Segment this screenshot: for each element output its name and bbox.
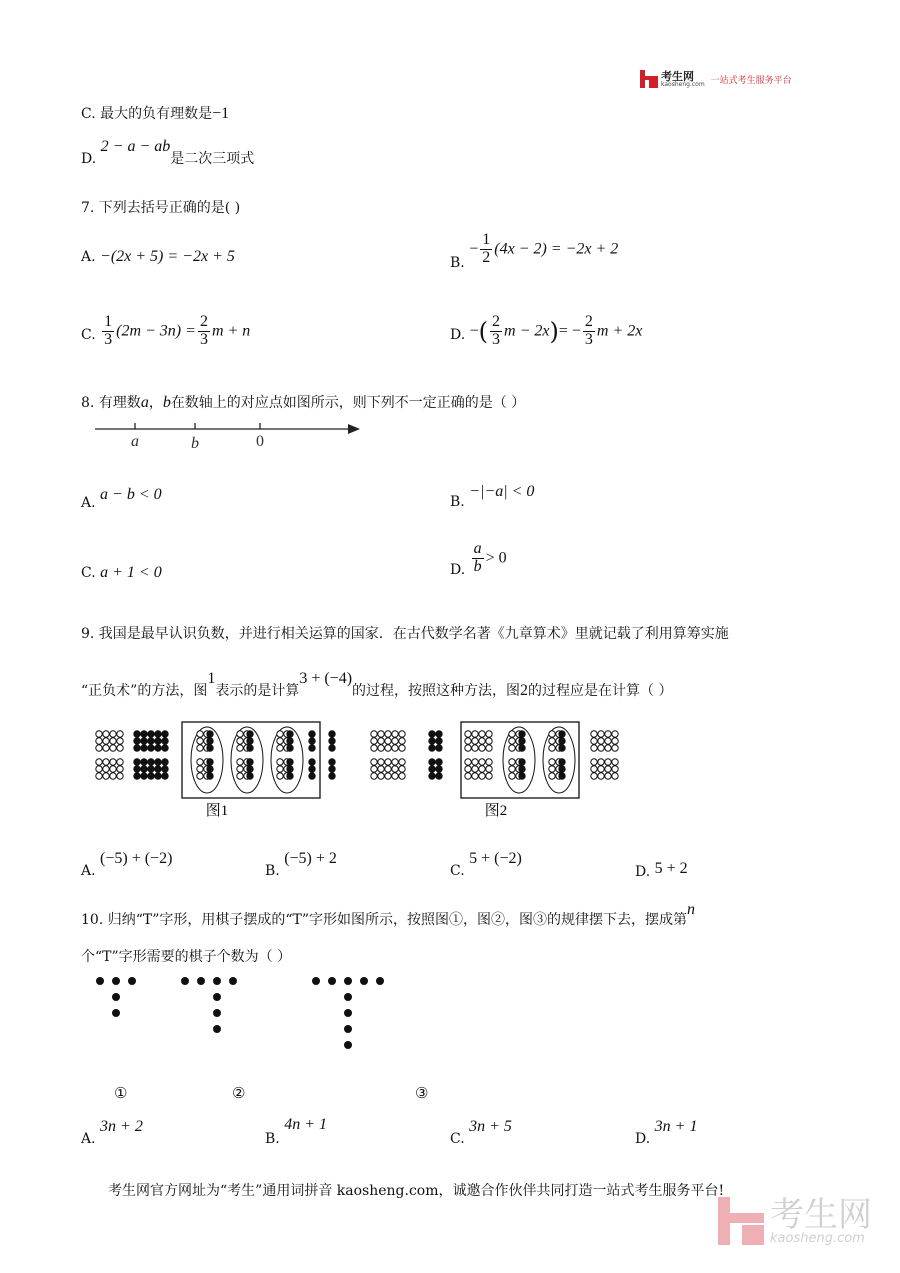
rod-black — [141, 745, 147, 751]
rod-white — [486, 745, 492, 751]
rod-white — [591, 759, 597, 765]
rod-black — [287, 773, 293, 779]
rod-white — [598, 766, 604, 772]
footer-text: 考生网官方网址为“考生”通用词拼音 kaosheng.com，诚邀合作伙伴共同打造一站式考生服务平台! — [108, 1183, 725, 1199]
t-piece — [213, 993, 221, 1001]
rod-black — [559, 766, 565, 772]
rod-black — [329, 745, 335, 751]
rod-white — [549, 759, 555, 765]
q10-option-d: D. 3n + 1 — [635, 1118, 698, 1147]
rod-white — [277, 766, 283, 772]
rod-black — [559, 745, 565, 751]
rod-black — [141, 773, 147, 779]
rod-white — [392, 759, 398, 765]
t-piece — [344, 993, 352, 1001]
rod-black — [287, 731, 293, 737]
rod-white — [110, 738, 116, 744]
rod-black — [162, 738, 168, 744]
t-piece — [376, 977, 384, 985]
q9-stem-line2: “正负术”的方法，图1表示的是计算3 + (−4)的过程，按照这种方法，图2的过程应是在计算（ ） — [81, 670, 673, 699]
rod-white — [509, 759, 515, 765]
rod-black — [287, 738, 293, 744]
rod-white — [117, 745, 123, 751]
rod-white — [486, 759, 492, 765]
rod-black — [247, 759, 253, 765]
rod-black — [519, 731, 525, 737]
rod-white — [371, 773, 377, 779]
rod-black — [247, 738, 253, 744]
rod-white — [605, 766, 611, 772]
rod-white — [605, 738, 611, 744]
rod-white — [371, 745, 377, 751]
rod-black — [309, 745, 315, 751]
q8-stem: 8. 有理数a，b在数轴上的对应点如图所示，则下列不一定正确的是（ ） — [81, 394, 526, 411]
rod-black — [429, 773, 435, 779]
rod-white — [549, 773, 555, 779]
rod-white — [509, 731, 515, 737]
rod-black — [134, 745, 140, 751]
rod-white — [479, 731, 485, 737]
t-piece — [213, 977, 221, 985]
watermark-en: kaosheng.com — [770, 1230, 865, 1246]
rod-white — [197, 759, 203, 765]
rod-black — [329, 773, 335, 779]
rod-white — [110, 759, 116, 765]
rod-black — [207, 731, 213, 737]
rod-white — [465, 773, 471, 779]
t-piece — [229, 977, 237, 985]
rod-black — [329, 759, 335, 765]
rod-black — [309, 738, 315, 744]
t-piece — [128, 977, 136, 985]
rod-black — [519, 766, 525, 772]
q10-fig-label-1: ① — [114, 1084, 128, 1102]
rod-white — [96, 759, 102, 765]
rod-white — [117, 738, 123, 744]
rod-white — [472, 745, 478, 751]
rod-white — [472, 759, 478, 765]
q10-stem-line1: 10. 归纳“T”字形，用棋子摆成的“T”字形如图所示，按照图①，图②，图③的规律摆下去，摆成第n — [81, 901, 696, 928]
rod-black — [148, 745, 154, 751]
rod-white — [110, 731, 116, 737]
rod-white — [472, 731, 478, 737]
q7-option-d: D. −( $\frac{2}{3}$ m − 2x)= − $\frac{2}{3}$ m + 2x — [450, 313, 643, 348]
rod-white — [392, 745, 398, 751]
rod-white — [371, 738, 377, 744]
watermark — [718, 1194, 872, 1246]
rod-black — [148, 731, 154, 737]
rod-black — [559, 773, 565, 779]
rod-black — [519, 773, 525, 779]
rod-black — [436, 731, 442, 737]
rod-white — [371, 759, 377, 765]
q10-option-c: C. 3n + 5 — [450, 1118, 512, 1147]
rod-white — [385, 745, 391, 751]
rod-black — [207, 738, 213, 744]
rod-white — [110, 745, 116, 751]
rod-white — [117, 766, 123, 772]
rod-white — [96, 766, 102, 772]
rod-white — [385, 766, 391, 772]
rod-black — [207, 766, 213, 772]
header-logo — [640, 70, 792, 88]
rod-white — [598, 731, 604, 737]
rod-white — [277, 745, 283, 751]
axis-label-b: b — [191, 435, 199, 452]
rod-white — [371, 731, 377, 737]
rod-black — [155, 759, 161, 765]
rod-white — [237, 766, 243, 772]
q8-option-c: C. a + 1 < 0 — [81, 564, 162, 581]
rod-white — [591, 745, 597, 751]
rod-white — [385, 759, 391, 765]
rod-white — [479, 773, 485, 779]
rod-black — [309, 731, 315, 737]
q9-option-b: B. (−5) + 2 — [265, 850, 337, 879]
rod-black — [247, 773, 253, 779]
rod-black — [134, 738, 140, 744]
rod-white — [465, 766, 471, 772]
rod-white — [197, 745, 203, 751]
rod-white — [197, 766, 203, 772]
rod-black — [134, 759, 140, 765]
rod-black — [559, 738, 565, 744]
rod-white — [103, 766, 109, 772]
t-piece — [328, 977, 336, 985]
rod-white — [197, 731, 203, 737]
rod-white — [509, 738, 515, 744]
rod-black — [141, 766, 147, 772]
rod-white — [399, 773, 405, 779]
rod-white — [378, 759, 384, 765]
rod-black — [148, 766, 154, 772]
rod-black — [559, 731, 565, 737]
rod-white — [479, 738, 485, 744]
rod-black — [287, 745, 293, 751]
rod-black — [429, 731, 435, 737]
rod-white — [277, 731, 283, 737]
rod-black — [309, 766, 315, 772]
q10-stem-line2: 个“T”字形需要的棋子个数为（ ） — [81, 949, 292, 965]
q9-option-a: A. (−5) + (−2) — [81, 850, 173, 879]
rod-black — [155, 745, 161, 751]
q8-option-d: D. $\frac{a}{b}$ > 0 — [450, 540, 507, 579]
rod-white — [486, 773, 492, 779]
rod-black — [155, 766, 161, 772]
rod-white — [605, 731, 611, 737]
rod-white — [605, 759, 611, 765]
rod-white — [103, 759, 109, 765]
rod-white — [549, 766, 555, 772]
rod-white — [96, 745, 102, 751]
rod-black — [247, 731, 253, 737]
rod-black — [148, 738, 154, 744]
rod-white — [598, 738, 604, 744]
rod-white — [277, 773, 283, 779]
rod-black — [519, 738, 525, 744]
rod-white — [549, 738, 555, 744]
q7-option-a: A. −(2x + 5) = −2x + 5 — [81, 248, 235, 265]
axis-label-0: 0 — [256, 433, 264, 450]
rod-white — [472, 738, 478, 744]
rod-white — [479, 759, 485, 765]
rod-white — [277, 759, 283, 765]
rod-white — [399, 738, 405, 744]
rod-white — [479, 745, 485, 751]
q8-option-b: B. −|−a| < 0 — [450, 483, 535, 510]
rod-black — [287, 759, 293, 765]
t-piece — [344, 1025, 352, 1033]
t-piece — [312, 977, 320, 985]
rod-white — [237, 731, 243, 737]
fig2-caption: 图2 — [484, 803, 508, 819]
logo-cn: 考生网 — [661, 69, 694, 83]
t-piece — [213, 1025, 221, 1033]
rod-black — [519, 759, 525, 765]
q10-option-b: B. 4n + 1 — [265, 1116, 327, 1147]
watermark-logo-icon — [718, 1197, 764, 1245]
rod-black — [436, 766, 442, 772]
rod-white — [96, 738, 102, 744]
rod-white — [598, 745, 604, 751]
rod-black — [247, 745, 253, 751]
rod-white — [385, 738, 391, 744]
q6-option-c: C. 最大的负有理数是−1 — [81, 105, 230, 122]
rod-white — [378, 773, 384, 779]
rod-white — [399, 766, 405, 772]
rod-white — [385, 773, 391, 779]
q9-counting-rods-figure — [92, 720, 632, 824]
rod-black — [155, 738, 161, 744]
rod-black — [141, 759, 147, 765]
rod-white — [237, 738, 243, 744]
rod-white — [486, 738, 492, 744]
rod-black — [436, 773, 442, 779]
rod-white — [605, 773, 611, 779]
fig1-caption: 图1 — [205, 803, 229, 819]
rod-black — [329, 731, 335, 737]
t-piece — [112, 1009, 120, 1017]
rod-black — [141, 731, 147, 737]
rod-white — [612, 759, 618, 765]
rod-black — [141, 738, 147, 744]
rod-black — [309, 759, 315, 765]
rod-white — [96, 773, 102, 779]
rod-white — [509, 745, 515, 751]
rod-white — [465, 745, 471, 751]
q8-option-a: A. a − b < 0 — [81, 486, 162, 511]
rod-white — [103, 731, 109, 737]
q9-stem-line1: 9. 我国是最早认识负数，并进行相关运算的国家．在古代数学名著《九章算术》里就记载了利用算筹实施 — [81, 626, 729, 642]
logo-en: kaosheng.com — [661, 80, 705, 88]
rod-white — [117, 731, 123, 737]
rod-black — [436, 738, 442, 744]
rod-white — [237, 759, 243, 765]
rod-black — [329, 738, 335, 744]
rod-black — [429, 766, 435, 772]
axis-label-a: a — [131, 433, 139, 450]
rod-black — [519, 745, 525, 751]
t-piece — [112, 993, 120, 1001]
q9-option-c: C. 5 + (−2) — [450, 850, 522, 879]
rod-black — [559, 759, 565, 765]
rod-white — [103, 745, 109, 751]
rod-black — [148, 773, 154, 779]
rod-white — [378, 731, 384, 737]
rod-black — [329, 766, 335, 772]
t-piece — [96, 977, 104, 985]
rod-white — [479, 766, 485, 772]
q8-number-line — [90, 418, 365, 452]
rod-white — [591, 766, 597, 772]
t-piece — [181, 977, 189, 985]
rod-white — [486, 766, 492, 772]
rod-white — [612, 766, 618, 772]
rod-black — [429, 745, 435, 751]
rod-black — [207, 773, 213, 779]
rod-black — [162, 745, 168, 751]
rod-white — [591, 773, 597, 779]
logo-icon — [640, 70, 658, 88]
rod-white — [392, 766, 398, 772]
q7-stem: 7. 下列去括号正确的是( ) — [81, 200, 241, 216]
rod-white — [392, 738, 398, 744]
rod-white — [117, 773, 123, 779]
rod-black — [287, 766, 293, 772]
rod-white — [277, 738, 283, 744]
rod-white — [465, 731, 471, 737]
rod-white — [103, 738, 109, 744]
rod-white — [465, 738, 471, 744]
rod-black — [309, 773, 315, 779]
rod-white — [117, 759, 123, 765]
q10-fig-label-3: ③ — [415, 1084, 429, 1102]
rod-black — [162, 766, 168, 772]
rod-black — [162, 773, 168, 779]
t-piece — [344, 1009, 352, 1017]
rod-black — [134, 766, 140, 772]
q7-option-c: C. $\frac{1}{3}$ (2m − 3n) = $\frac{2}{3}$ m + n — [81, 313, 251, 348]
rod-white — [472, 766, 478, 772]
rod-black — [429, 759, 435, 765]
rod-white — [237, 745, 243, 751]
rod-white — [605, 745, 611, 751]
rod-black — [436, 745, 442, 751]
rod-black — [436, 759, 442, 765]
rod-white — [591, 738, 597, 744]
rod-white — [549, 745, 555, 751]
rod-white — [612, 745, 618, 751]
t-piece — [213, 1009, 221, 1017]
t-piece — [344, 977, 352, 985]
q10-option-a: A. 3n + 2 — [81, 1118, 143, 1147]
q7-option-b: B. − $\frac{1}{2}$ (4x − 2) = −2x + 2 — [450, 231, 619, 272]
rod-white — [378, 766, 384, 772]
rod-black — [162, 731, 168, 737]
rod-white — [385, 731, 391, 737]
rod-black — [148, 759, 154, 765]
rod-black — [134, 731, 140, 737]
rod-black — [162, 759, 168, 765]
rod-white — [378, 745, 384, 751]
rod-white — [598, 759, 604, 765]
rod-black — [155, 731, 161, 737]
rod-black — [207, 759, 213, 765]
t-piece — [112, 977, 120, 985]
axis-arrow-icon — [348, 424, 360, 434]
t-piece — [360, 977, 368, 985]
rod-black — [247, 766, 253, 772]
rod-white — [197, 738, 203, 744]
rod-white — [399, 745, 405, 751]
watermark-cn: 考生网 — [770, 1194, 872, 1235]
rod-white — [103, 773, 109, 779]
rod-black — [155, 773, 161, 779]
q10-t-shape-figure — [92, 972, 452, 1052]
rod-white — [371, 766, 377, 772]
logo-slogan: 一站式考生服务平台 — [710, 75, 792, 86]
t-piece — [197, 977, 205, 985]
rod-white — [486, 731, 492, 737]
rod-white — [378, 738, 384, 744]
rod-white — [392, 773, 398, 779]
rod-white — [197, 773, 203, 779]
q10-fig-label-2: ② — [232, 1084, 246, 1102]
rod-black — [429, 738, 435, 744]
rod-white — [549, 731, 555, 737]
q9-option-d: D. 5 + 2 — [635, 860, 688, 880]
rod-white — [612, 773, 618, 779]
rod-white — [472, 773, 478, 779]
rod-black — [207, 745, 213, 751]
rod-white — [392, 731, 398, 737]
rod-white — [399, 731, 405, 737]
rod-white — [591, 731, 597, 737]
t-piece — [344, 1041, 352, 1049]
rod-white — [399, 759, 405, 765]
rod-black — [134, 773, 140, 779]
q6-option-d: D. 2 − a − ab是二次三项式 — [81, 138, 255, 167]
rod-white — [598, 773, 604, 779]
rod-white — [237, 773, 243, 779]
rod-white — [110, 766, 116, 772]
rod-white — [96, 731, 102, 737]
rod-white — [465, 759, 471, 765]
rod-white — [509, 773, 515, 779]
rod-white — [509, 766, 515, 772]
rod-white — [612, 738, 618, 744]
rod-white — [110, 773, 116, 779]
rod-white — [612, 731, 618, 737]
